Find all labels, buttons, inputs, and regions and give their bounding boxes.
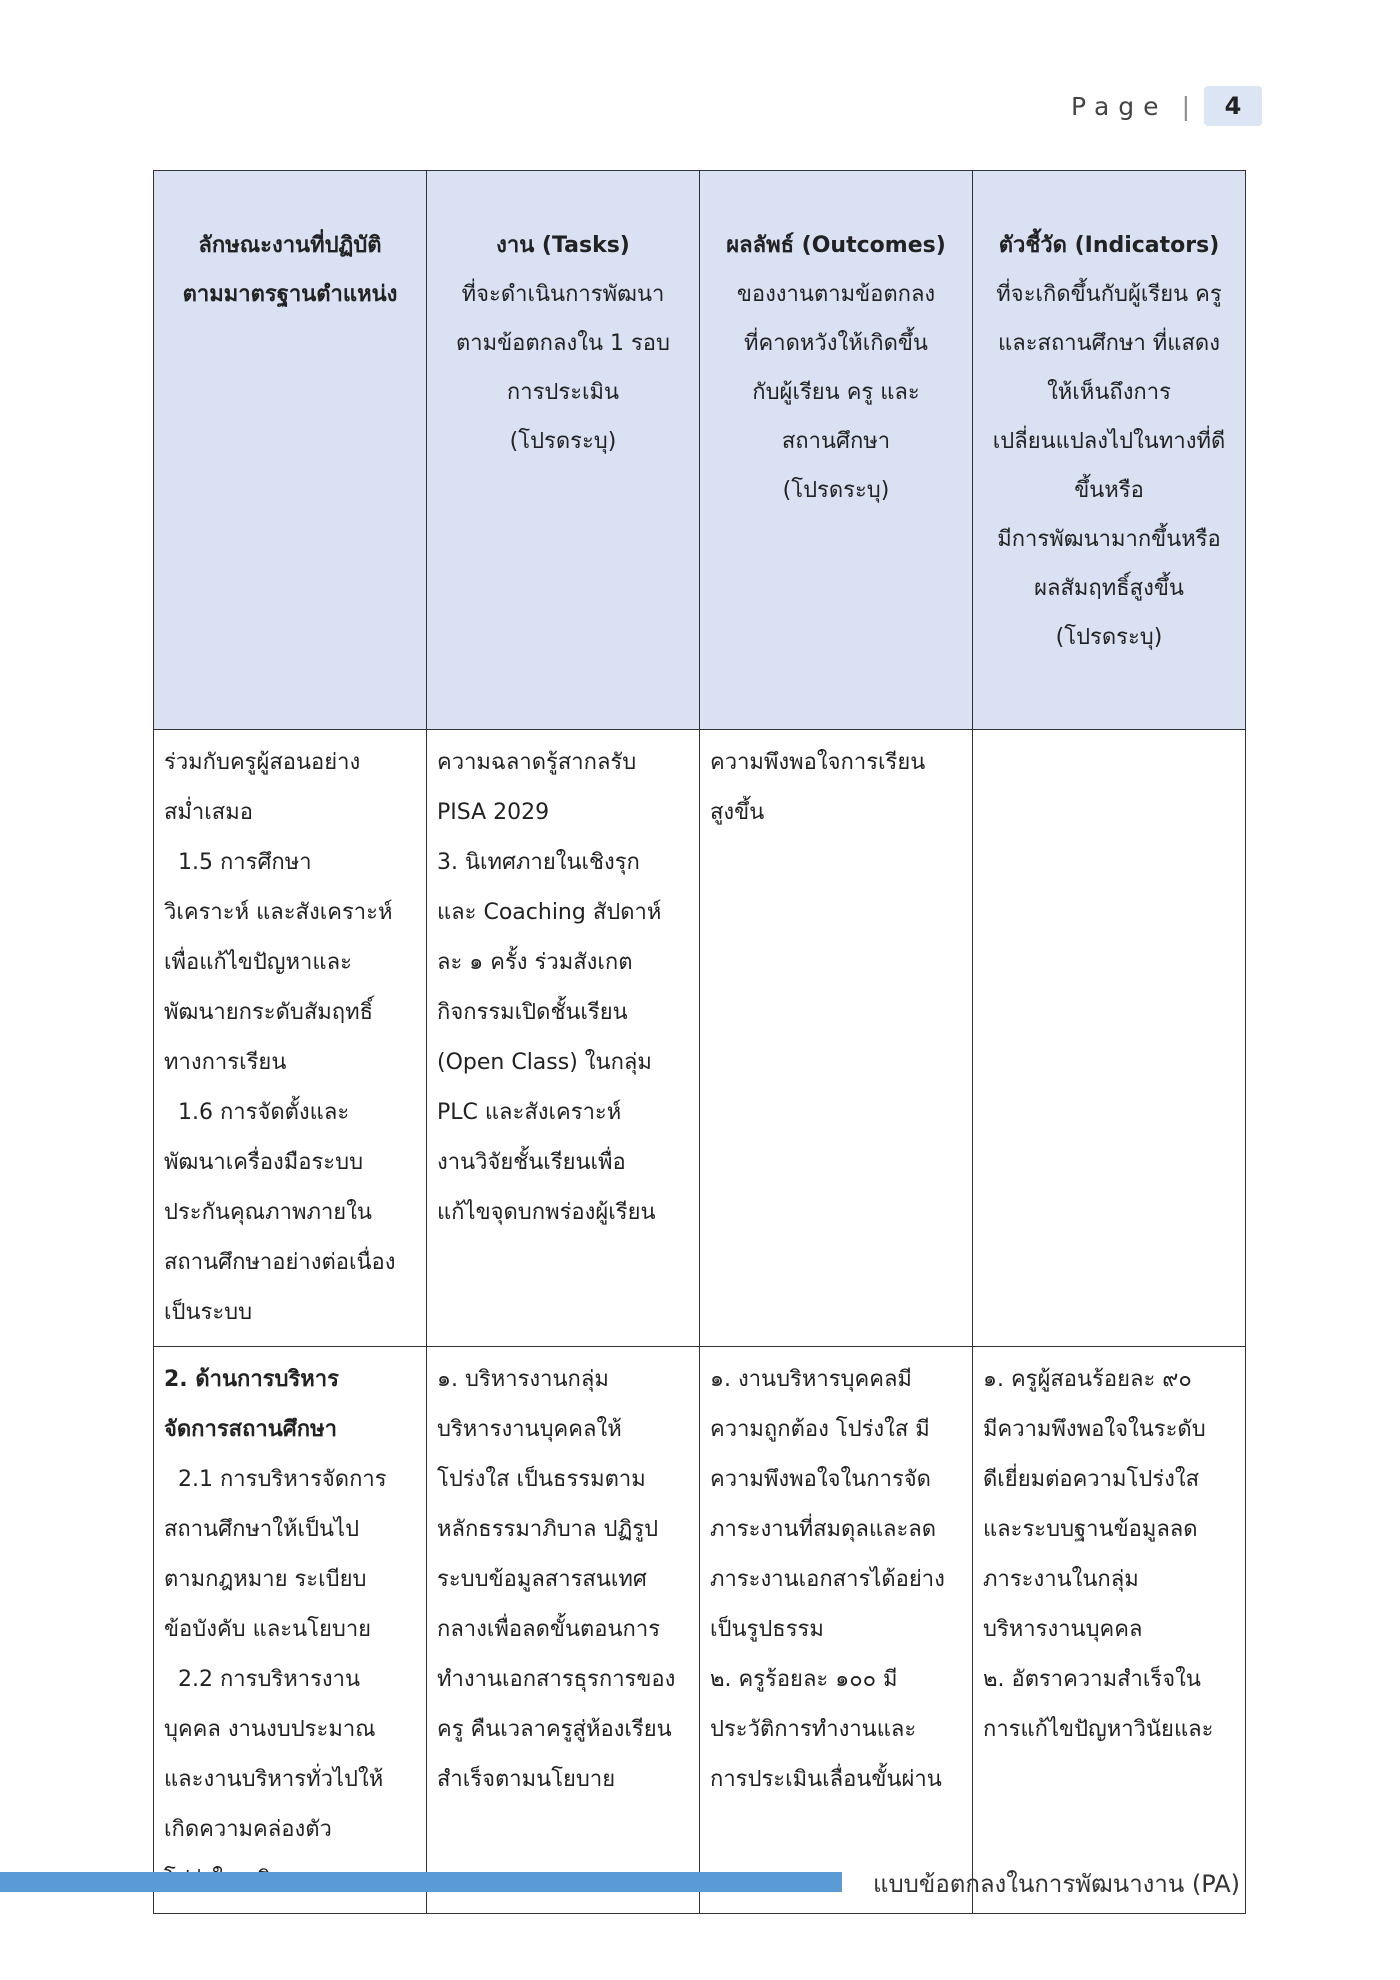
cell-line: ๒. อัตราความสำเร็จใน [983, 1667, 1201, 1692]
cell-line: PISA 2029 [437, 800, 550, 825]
cell-line: PLC และสังเคราะห์ [437, 1100, 622, 1125]
cell-line: งานวิจัยชั้นเรียนเพื่อ [437, 1150, 626, 1175]
cell-line: การแก้ไขปัญหาวินัยและ [983, 1717, 1214, 1742]
table-cell [973, 730, 1246, 1347]
cell-line: ประกันคุณภาพภายใน [164, 1200, 372, 1225]
cell-line: ข้อบังคับ และนโยบาย [164, 1617, 372, 1642]
cell-line: ระบบข้อมูลสารสนเทศ [437, 1567, 647, 1592]
cell-line: และงานบริหารทั่วไปให้ [164, 1767, 384, 1792]
column-header-line: เปลี่ยนแปลงไปในทางที่ดี [992, 429, 1226, 454]
cell-line: ความถูกต้อง โปร่งใส มี [710, 1417, 930, 1442]
cell-line: ทำงานเอกสารธุรการของ [437, 1667, 676, 1692]
cell-line: สถานศึกษาอย่างต่อเนื่อง [164, 1250, 396, 1275]
column-header-line: ที่จะเกิดขึ้นกับผู้เรียน ครู [996, 282, 1222, 307]
column-header-4 [973, 171, 1246, 730]
pa-agreement-table [153, 170, 1246, 1914]
column-header-line: และสถานศึกษา ที่แสดง [998, 331, 1220, 356]
page-separator: | [1181, 91, 1190, 121]
cell-line: ภาระงานในกลุ่ม [983, 1567, 1139, 1592]
cell-line: และระบบฐานข้อมูลลด [983, 1517, 1198, 1542]
cell-line: สม่ำเสมอ [164, 800, 253, 825]
cell-line: หลักธรรมาภิบาล ปฏิรูป [437, 1517, 659, 1542]
cell-line: ๑. ครูผู้สอนร้อยละ ๙๐ [983, 1367, 1192, 1392]
column-header-line: ตามมาตรฐานตำแหน่ง [182, 282, 398, 307]
table-cell [154, 1347, 427, 1914]
cell-line: ทางการเรียน [164, 1050, 287, 1075]
cell-line: ความพึงพอใจในการจัด [710, 1467, 931, 1492]
footer-title: แบบข้อตกลงในการพัฒนางาน (PA) [872, 1870, 1240, 1898]
column-header-line: มีการพัฒนามากขึ้นหรือ [997, 527, 1221, 552]
table-cell [154, 730, 427, 1347]
footer-accent-bar [0, 1872, 842, 1892]
cell-line: การประเมินเลื่อนขั้นผ่าน [710, 1767, 942, 1792]
column-header-1 [154, 171, 427, 730]
cell-line: เป็นระบบ [164, 1300, 253, 1325]
column-header-3 [700, 171, 973, 730]
cell-line: สำเร็จตามนโยบาย [437, 1767, 616, 1792]
page-label: Page [1071, 91, 1168, 121]
cell-line: โปร่งใส เป็นธรรมตาม [437, 1467, 646, 1492]
cell-line: บริหารงานบุคคล [983, 1617, 1143, 1642]
cell-line: ๑. งานบริหารบุคคลมี [710, 1367, 912, 1392]
column-header-line: ที่คาดหวังให้เกิดขึ้น [744, 331, 928, 356]
cell-line: 2.1 การบริหารจัดการ [164, 1467, 387, 1492]
cell-line: จัดการสถานศึกษา [164, 1417, 337, 1442]
cell-line: กิจกรรมเปิดชั้นเรียน [437, 1000, 628, 1025]
column-header-line: ตามข้อตกลงใน 1 รอบ [456, 331, 670, 356]
cell-line: มีความพึงพอใจในระดับ [983, 1417, 1206, 1442]
cell-line: 1.5 การศึกษา [164, 850, 312, 875]
column-header-line: (โปรดระบุ) [509, 429, 617, 454]
cell-line: วิเคราะห์ และสังเคราะห์ [164, 900, 393, 925]
column-header-line: ขึ้นหรือ [1074, 478, 1144, 503]
cell-line: พัฒนายกระดับสัมฤทธิ์ [164, 1000, 374, 1025]
column-header-line: สถานศึกษา [781, 429, 891, 454]
column-header-line: กับผู้เรียน ครู และ [752, 380, 920, 405]
cell-line: 2.2 การบริหารงาน [164, 1667, 361, 1692]
cell-line: กลางเพื่อลดขั้นตอนการ [437, 1617, 661, 1642]
column-header-line: ให้เห็นถึงการ [1047, 380, 1171, 405]
column-header-2 [427, 171, 700, 730]
cell-line: แก้ไขจุดบกพร่องผู้เรียน [437, 1200, 656, 1225]
cell-line: 1.6 การจัดตั้งและ [164, 1100, 350, 1125]
column-header-line: ของงานตามข้อตกลง [736, 282, 936, 307]
cell-line: พัฒนาเครื่องมือระบบ [164, 1150, 364, 1175]
cell-line: ความฉลาดรู้สากลรับ [437, 750, 637, 775]
cell-line: เพื่อแก้ไขปัญหาและ [164, 950, 352, 975]
table-cell [700, 730, 973, 1347]
cell-line: สูงขึ้น [710, 800, 765, 825]
table-cell [427, 1347, 700, 1914]
page-header [1071, 86, 1262, 126]
column-header-line: ลักษณะงานที่ปฏิบัติ [198, 233, 382, 258]
column-header-line: ตัวชี้วัด (Indicators) [998, 233, 1220, 258]
table-cell [973, 1347, 1246, 1914]
cell-line: ๒. ครูร้อยละ ๑๐๐ มี [710, 1667, 898, 1692]
cell-line: ละ ๑ ครั้ง ร่วมสังเกต [437, 950, 633, 975]
column-header-line: ผลสัมฤทธิ์สูงขึ้น [1034, 576, 1184, 601]
cell-line: เป็นรูปธรรม [710, 1617, 824, 1642]
cell-line: ครู คืนเวลาครูสู่ห้องเรียน [437, 1717, 672, 1742]
cell-line: ภาระงานที่สมดุลและลด [710, 1517, 937, 1542]
cell-line: ภาระงานเอกสารได้อย่าง [710, 1567, 945, 1592]
cell-line: 2. ด้านการบริหาร [164, 1367, 339, 1392]
table-row [154, 730, 1246, 1347]
table-cell [427, 730, 700, 1347]
cell-line: บุคคล งานงบประมาณ [164, 1717, 376, 1742]
cell-line: ประวัติการทำงานและ [710, 1717, 917, 1742]
column-header-line: งาน (Tasks) [496, 233, 630, 258]
column-header-line: (โปรดระบุ) [1055, 625, 1163, 650]
cell-line: ๑. บริหารงานกลุ่ม [437, 1367, 609, 1392]
column-header-line: ที่จะดำเนินการพัฒนา [461, 282, 665, 307]
column-header-line: (โปรดระบุ) [782, 478, 890, 503]
cell-line: ตามกฎหมาย ระเบียบ [164, 1567, 367, 1592]
cell-line: บริหารงานบุคคลให้ [437, 1417, 622, 1442]
cell-line: เกิดความคล่องตัว [164, 1817, 332, 1842]
table-row [154, 1347, 1246, 1914]
table-header-row [154, 171, 1246, 730]
cell-line: ความพึงพอใจการเรียน [710, 750, 926, 775]
table-cell [700, 1347, 973, 1914]
cell-line: 3. นิเทศภายในเชิงรุก [437, 850, 640, 875]
page-number: 4 [1204, 86, 1262, 126]
cell-line: (Open Class) ในกลุ่ม [437, 1050, 652, 1075]
cell-line: และ Coaching สัปดาห์ [437, 900, 662, 925]
cell-line: ร่วมกับครูผู้สอนอย่าง [164, 750, 361, 775]
cell-line: สถานศึกษาให้เป็นไป [164, 1517, 360, 1542]
column-header-line: การประเมิน [506, 380, 620, 405]
cell-line: ดีเยี่ยมต่อความโปร่งใส [983, 1467, 1200, 1492]
column-header-line: ผลลัพธ์ (Outcomes) [726, 233, 946, 258]
